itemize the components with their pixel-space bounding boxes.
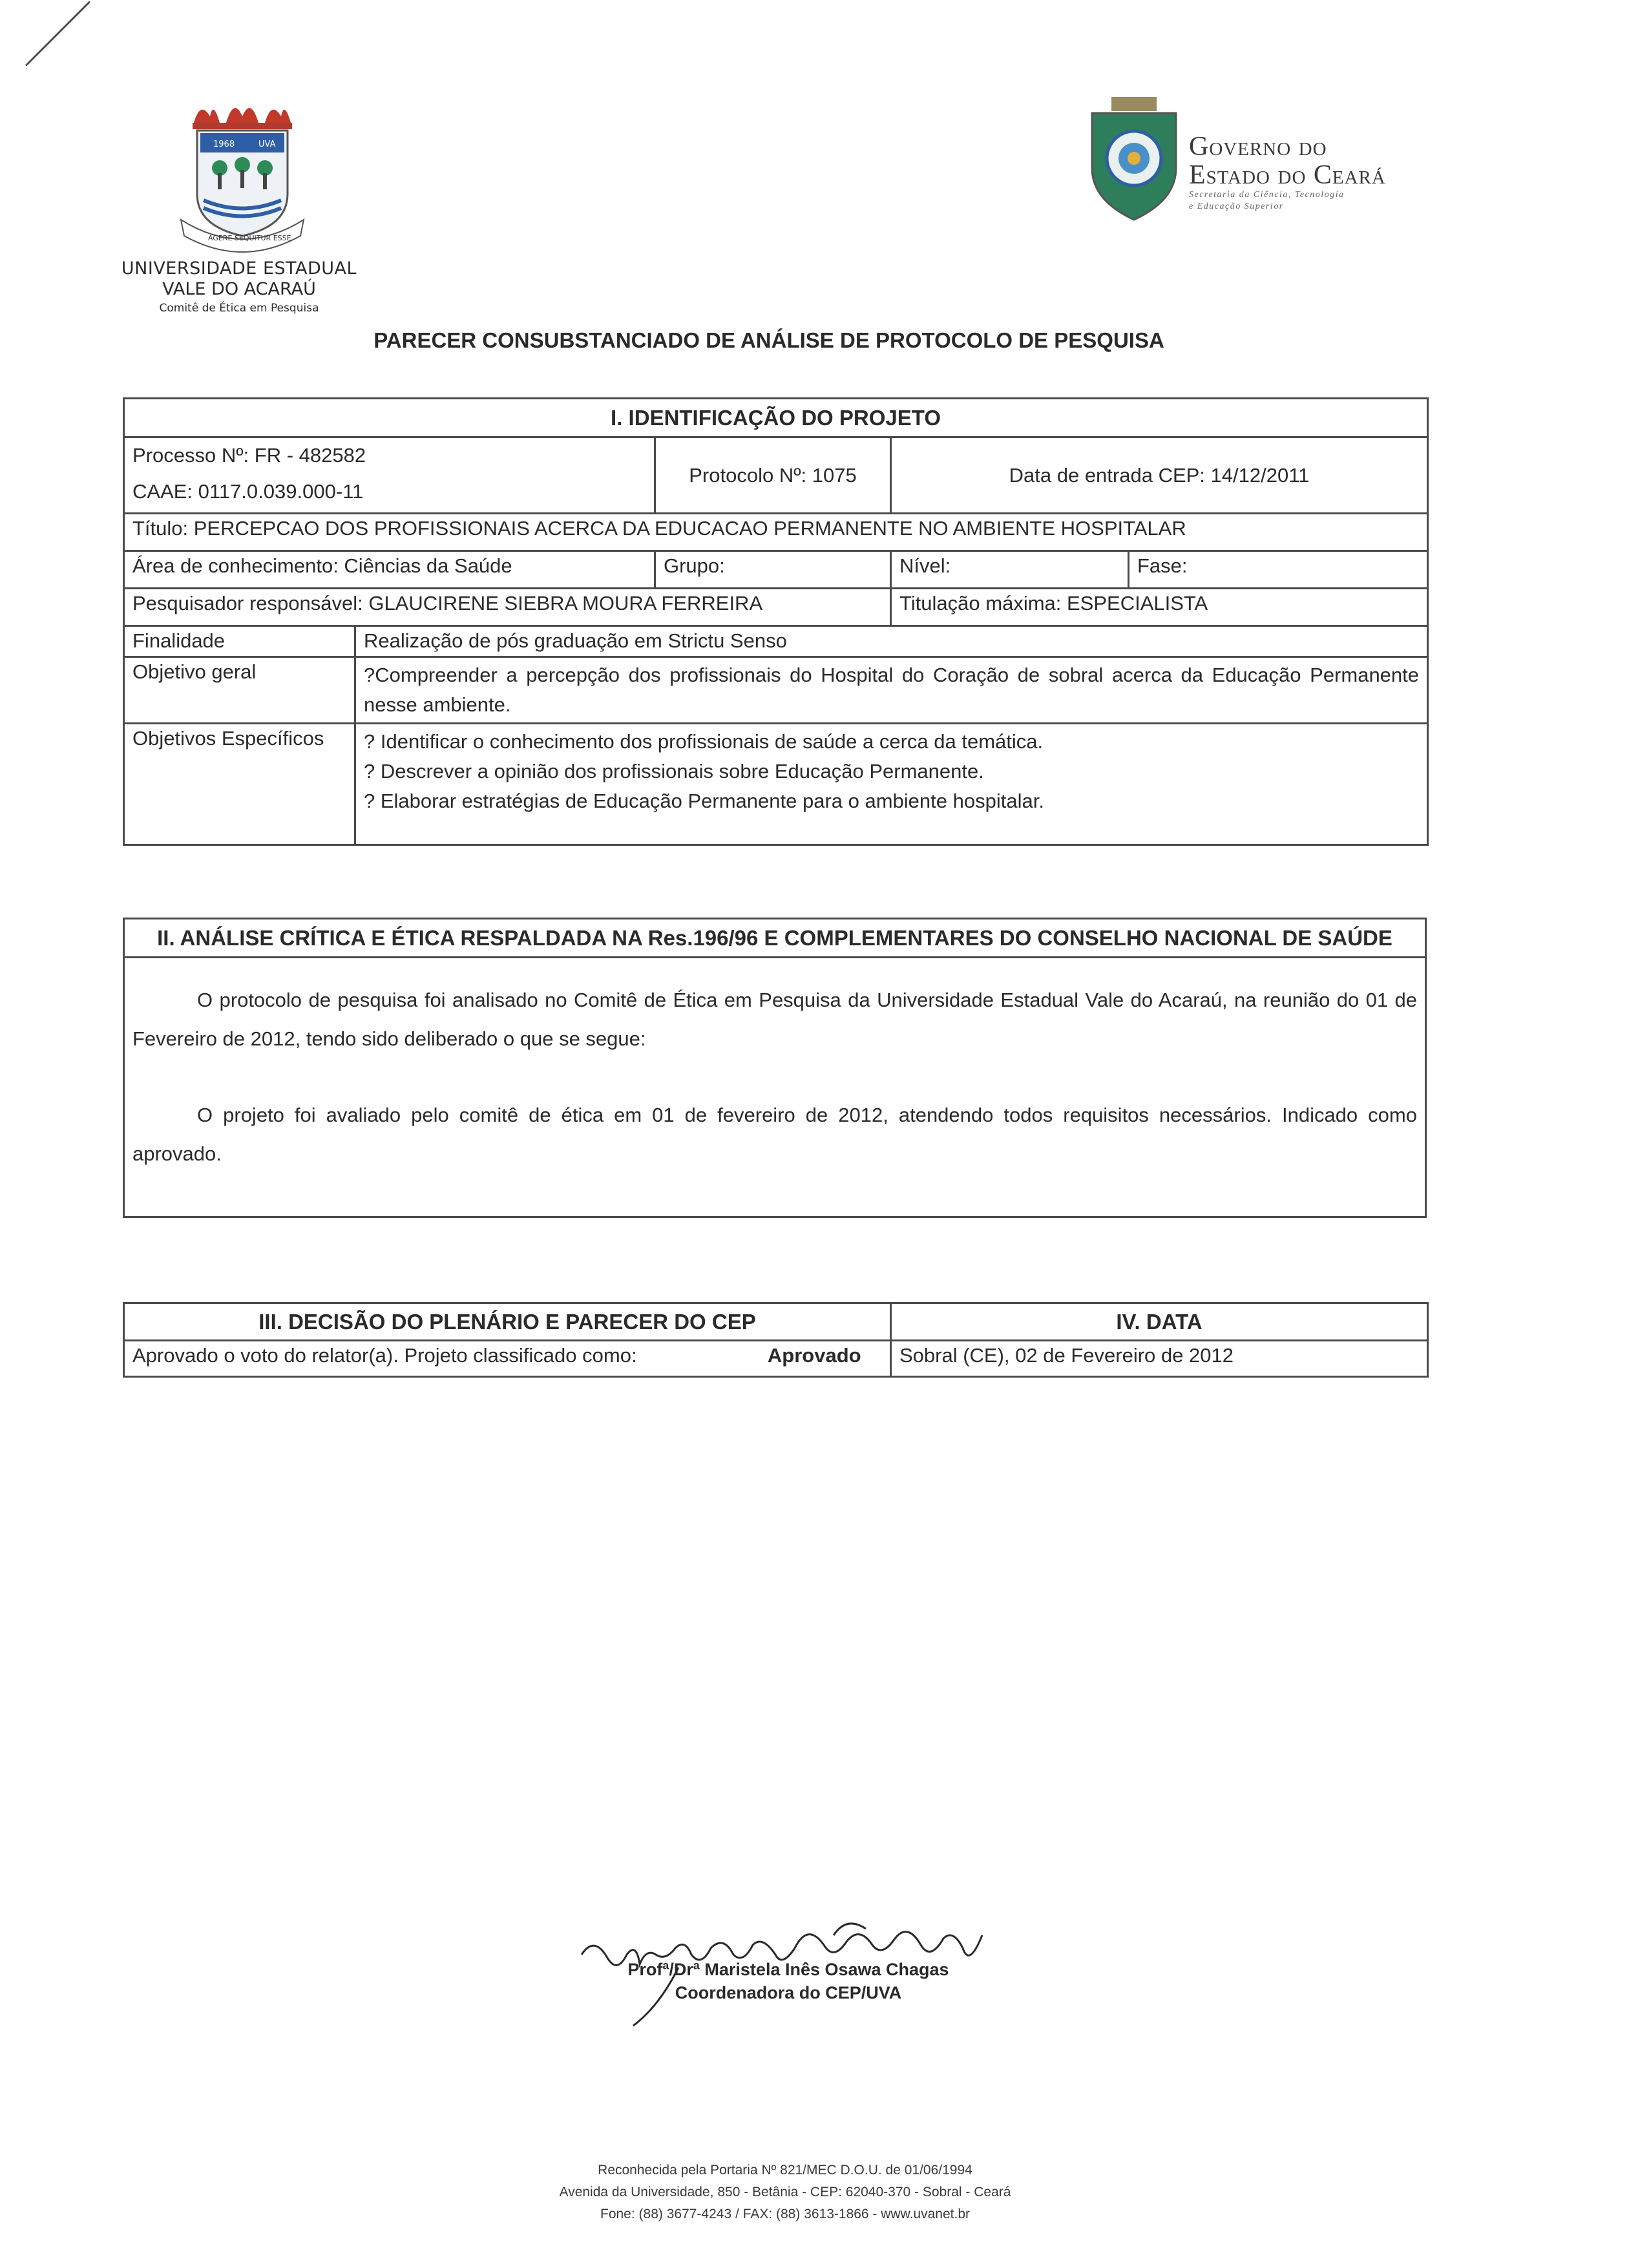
svg-text:UVA: UVA xyxy=(258,140,276,149)
government-line1: Governo do xyxy=(1189,132,1327,162)
signatory-name: Profª/Drª Maristela Inês Osawa Chagas xyxy=(627,1960,949,1979)
protocol-number: Protocolo Nº: 1075 xyxy=(655,437,891,514)
general-objective-value: ?Compreender a percepção dos profissionais do Hospital do Coração de sobral acerca da Educação Permanente nesse ambiente. xyxy=(355,657,1428,724)
purpose-label: Finalidade xyxy=(124,626,355,657)
pen-mark xyxy=(25,1,90,66)
footer-address: Avenida da Universidade, 850 - Betânia - CEP: 62040-370 - Sobral - Ceará xyxy=(559,2185,1011,2200)
purpose-value: Realização de pós graduação em Strictu Senso xyxy=(355,626,1428,657)
footer-contact: Fone: (88) 3677-4243 / FAX: (88) 3613-1866 - www.uvanet.br xyxy=(600,2207,970,2221)
section2-body xyxy=(124,958,1426,1217)
university-name-line2: VALE DO ACARAÚ xyxy=(162,279,316,299)
process-number: Processo Nº: FR - 482582 xyxy=(132,444,366,467)
ethical-analysis-table xyxy=(123,918,1427,1218)
government-secretariat-line2: e Educação Superior xyxy=(1189,202,1284,211)
page-footer xyxy=(388,2159,1182,2225)
decision-date: Sobral (CE), 02 de Fevereiro de 2012 xyxy=(891,1341,1428,1377)
university-name-line1: UNIVERSIDADE ESTADUAL xyxy=(121,258,357,278)
caae-number: CAAE: 0117.0.039.000-11 xyxy=(132,480,364,503)
committee-name: Comitê de Ética em Pesquisa xyxy=(159,302,319,315)
svg-text:1968: 1968 xyxy=(213,140,235,149)
process-cell xyxy=(124,437,655,514)
specific-objectives-list xyxy=(355,724,1428,845)
max-degree: Titulação máxima: ESPECIALISTA xyxy=(891,589,1428,626)
section4-heading: IV. DATA xyxy=(891,1303,1428,1341)
section3-heading: III. DECISÃO DO PLENÁRIO E PARECER DO CEP xyxy=(124,1303,891,1341)
government-secretariat-line1: Secretaria da Ciência, Tecnologia xyxy=(1189,190,1345,200)
footer-recognition: Reconhecida pela Portaria Nº 821/MEC D.O.U. de 01/06/1994 xyxy=(598,2163,972,2178)
entry-date: Data de entrada CEP: 14/12/2011 xyxy=(891,437,1428,514)
svg-text:AGERE SEQUITUR ESSE: AGERE SEQUITUR ESSE xyxy=(208,234,291,242)
specific-objective-item: ? Identificar o conhecimento dos profissionais de saúde a cerca da temática. xyxy=(364,730,1044,753)
government-line2: Estado do Ceará xyxy=(1189,160,1386,190)
university-name-block xyxy=(116,258,362,317)
knowledge-area: Área de conhecimento: Ciências da Saúde xyxy=(124,551,655,589)
document-title: PARECER CONSUBSTANCIADO DE ANÁLISE DE PROTOCOLO DE PESQUISA xyxy=(373,328,1164,352)
level-field: Nível: xyxy=(891,551,1129,589)
specific-objectives-label: Objetivos Específicos xyxy=(124,724,355,845)
plenary-decision-text: Aprovado o voto do relator(a). Projeto classificado como: xyxy=(124,1341,739,1377)
signatory-role: Coordenadora do CEP/UVA xyxy=(675,1983,902,2002)
decision-table xyxy=(123,1302,1429,1378)
specific-objective-item: ? Elaborar estratégias de Educação Permanente para o ambiente hospitalar. xyxy=(364,790,1044,812)
responsible-researcher: Pesquisador responsável: GLAUCIRENE SIEBRA MOURA FERREIRA xyxy=(124,589,891,626)
group-field: Grupo: xyxy=(655,551,891,589)
signature-block xyxy=(594,1958,982,2004)
uva-coat-of-arms-logo xyxy=(174,97,310,258)
section2-heading: II. ANÁLISE CRÍTICA E ÉTICA RESPALDADA NA Res.196/96 E COMPLEMENTARES DO CONSELHO NACIONAL DE SAÚDE xyxy=(124,919,1426,958)
plenary-decision-result: Aprovado xyxy=(739,1341,891,1377)
phase-field: Fase: xyxy=(1129,551,1428,589)
analysis-paragraph-1: O protocolo de pesquisa foi analisado no Comitê de Ética em Pesquisa da Universidade Estadual Vale do Acaraú, na reunião do 01 de Fevereiro de 2012, tendo sido deliberado o que se segue: xyxy=(132,989,1417,1050)
specific-objective-item: ? Descrever a opinião dos profissionais sobre Educação Permanente. xyxy=(364,760,984,782)
general-objective-label: Objetivo geral xyxy=(124,657,355,724)
project-identification-table xyxy=(123,397,1429,846)
government-name-block xyxy=(1189,132,1499,213)
project-title: Título: PERCEPCAO DOS PROFISSIONAIS ACERCA DA EDUCACAO PERMANENTE NO AMBIENTE HOSPITALAR xyxy=(124,514,1428,551)
section1-heading: I. IDENTIFICAÇÃO DO PROJETO xyxy=(124,399,1428,437)
analysis-paragraph-2: O projeto foi avaliado pelo comitê de ética em 01 de fevereiro de 2012, atendendo todos requisitos necessários. Indicado como aprovado. xyxy=(132,1104,1417,1165)
ceara-coat-of-arms-logo xyxy=(1086,97,1182,223)
